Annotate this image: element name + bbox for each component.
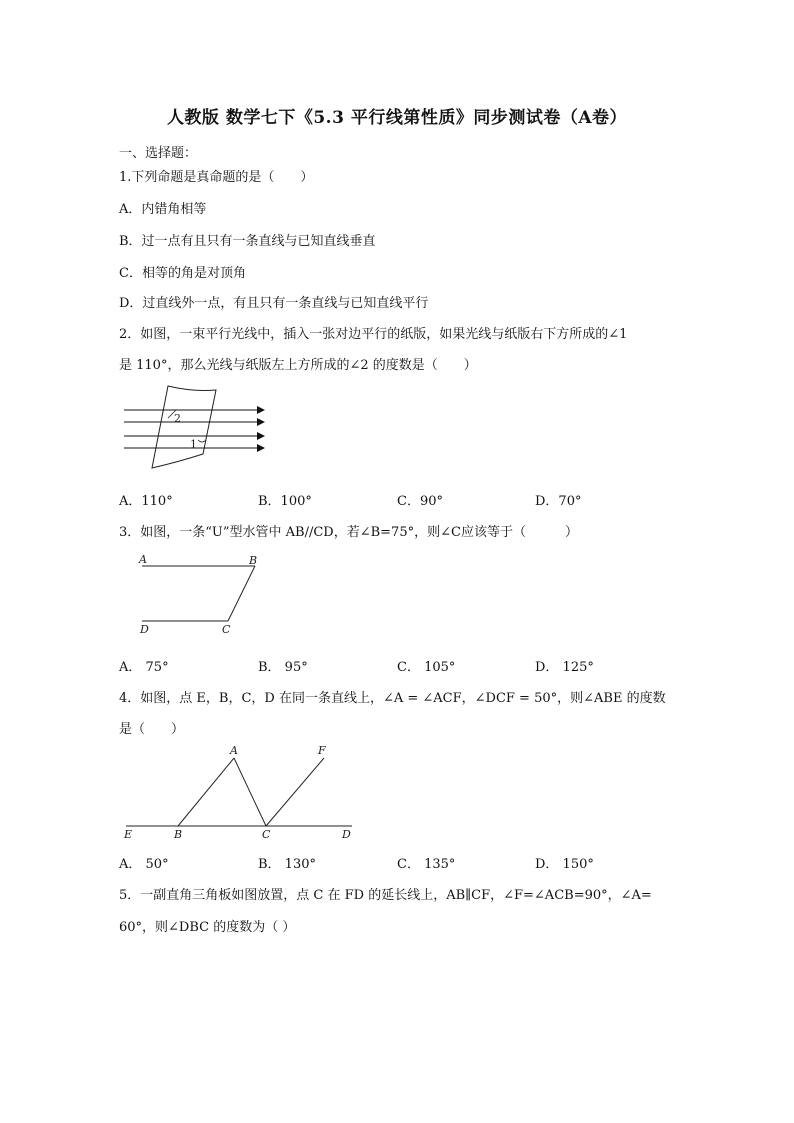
question-2-option-d: D．70° xyxy=(535,494,582,509)
point-a-label: A xyxy=(139,553,147,566)
point-d-label: D xyxy=(140,623,149,636)
question-4-stem-line-2: 是（ ） xyxy=(119,722,185,737)
question-4-option-d: D． 150° xyxy=(535,857,594,872)
question-4-option-b: B． 130° xyxy=(258,857,316,872)
question-3-option-d: D． 125° xyxy=(535,660,594,675)
question-3-option-b: B． 95° xyxy=(258,660,308,675)
question-2-option-a: A．110° xyxy=(119,494,173,509)
question-2-option-c: C．90° xyxy=(397,494,443,509)
question-3-option-c: C． 105° xyxy=(397,660,456,675)
question-1-option-a: A．内错角相等 xyxy=(119,202,207,217)
segment-ac xyxy=(234,758,266,826)
question-1-option-c: C．相等的角是对顶角 xyxy=(119,266,246,281)
point-c-label: C xyxy=(222,623,231,636)
paper-board xyxy=(152,386,216,468)
triangle-line-figure xyxy=(120,742,360,842)
segment-cf xyxy=(266,758,324,826)
question-1-option-b: B．过一点有且只有一条直线与已知直线垂直 xyxy=(119,234,376,249)
question-4-option-a: A． 50° xyxy=(119,857,169,872)
question-4-option-c: C． 135° xyxy=(397,857,456,872)
segment-ab xyxy=(178,758,234,826)
point-f-label: F xyxy=(318,744,326,757)
angle-2-label: 2 xyxy=(174,412,181,425)
question-4-stem-line-1: 4．如图，点 E，B，C，D 在同一条直线上，∠A = ∠ACF，∠DCF = 50°，则∠ABE 的度数 xyxy=(119,691,666,706)
angle-1-label: 1 xyxy=(190,438,197,451)
question-3-stem: 3．如图，一条“U”型水管中 AB//CD，若∠B=75°，则∠C应该等于（ ） xyxy=(119,525,578,540)
point-b-label: B xyxy=(249,554,258,567)
question-3-option-a: A． 75° xyxy=(119,660,169,675)
question-5-stem-line-2: 60°，则∠DBC 的度数为（ ） xyxy=(119,920,296,935)
angle-1-arc xyxy=(198,440,206,442)
point-a-label: A xyxy=(230,744,238,757)
point-d-label: D xyxy=(342,828,351,841)
light-and-board-figure xyxy=(118,380,278,480)
question-1-stem: 1.下列命题是真命题的是（ ） xyxy=(119,170,314,185)
question-2-stem-line-1: 2．如图，一束平行光线中，插入一张对边平行的纸版，如果光线与纸版右下方所成的∠1 xyxy=(119,327,628,342)
page-title: 人教版 数学七下《5.3 平行线第性质》同步测试卷（A卷） xyxy=(166,108,628,128)
question-5-stem-line-1: 5．一副直角三角板如图放置，点 C 在 FD 的延长线上，AB∥CF，∠F=∠ACB=90°，∠A= xyxy=(119,888,652,903)
question-1-option-d: D．过直线外一点，有且只有一条直线与已知直线平行 xyxy=(119,296,429,311)
point-b-label: B xyxy=(174,828,183,841)
segment-bc xyxy=(228,566,255,621)
u-pipe-figure xyxy=(136,553,276,643)
question-2-option-b: B．100° xyxy=(258,494,312,509)
point-e-label: E xyxy=(124,828,133,841)
question-2-stem-line-2: 是 110°，那么光线与纸版左上方所成的∠2 的度数是（ ） xyxy=(119,358,477,373)
point-c-label: C xyxy=(262,828,271,841)
section-heading: 一、选择题： xyxy=(119,146,198,161)
